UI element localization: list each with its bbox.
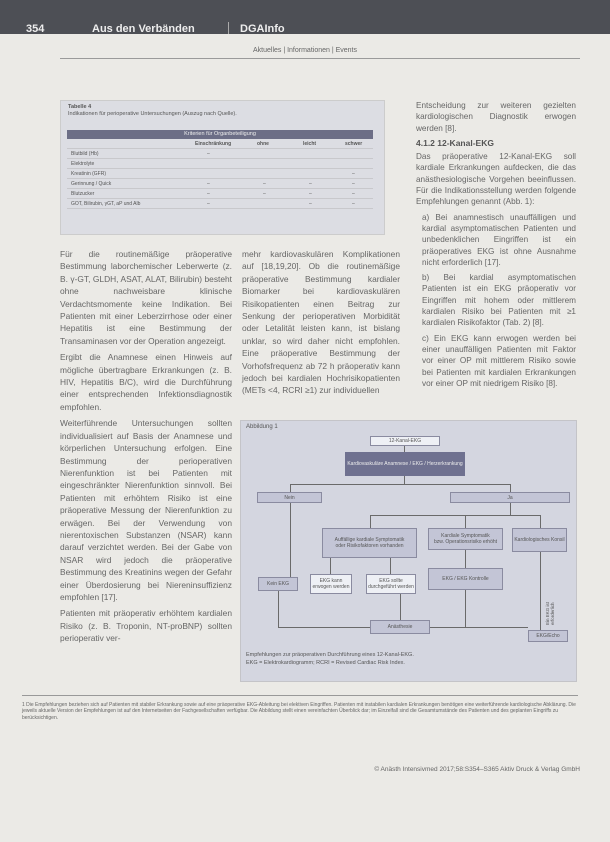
table-cell: Gerinnung / Quick <box>71 181 112 187</box>
flow-connector <box>290 503 291 577</box>
flow-box-mid-right-lower: EKG / EKG Kontrolle <box>428 568 503 590</box>
table-cell: Blutzucker <box>71 191 95 197</box>
table-col-3: leicht <box>303 141 317 147</box>
flow-box-sub: bzw. Operationsrisiko erhöht <box>433 539 498 545</box>
flow-connector <box>404 446 405 452</box>
flow-connector <box>290 484 510 485</box>
table-cell: – <box>309 191 312 197</box>
table-cell: Elektrolyte <box>71 161 95 167</box>
table-cell: Kreatinin (GFR) <box>71 171 107 177</box>
magazine-title: DGAInfo <box>240 23 285 35</box>
flow-connector <box>465 550 466 568</box>
header-rule <box>60 58 580 59</box>
table-cell: Blutbild (Hb) <box>71 151 99 157</box>
table-cell: – <box>207 201 210 207</box>
section-title: Aus den Verbänden <box>92 23 195 35</box>
table-cell: – <box>352 201 355 207</box>
flow-box-sub: oder Risikofaktoren vorhanden <box>335 543 404 549</box>
table-cell: GOT, Bilirubin, γGT, aP und Alb <box>71 201 141 207</box>
list-item: b) Bei kardial asymptomatischen Patienten ist ein EKG präoperativ vor Eingriffen mit hohem oder mittlerem kardialen Risiko bei Patienten mit ≥1 kardialen Risikofaktor (Tab. 2) [8]. <box>422 273 576 328</box>
flow-box-bottom-right: EKG/Echo <box>528 630 568 642</box>
flow-connector <box>510 503 511 515</box>
section-heading: 4.1.2 12-Kanal-EKG <box>416 137 494 148</box>
table-cell: – <box>263 191 266 197</box>
table-row <box>67 170 373 179</box>
footnote: 1 Die Empfehlungen beziehen sich auf Patienten mit stabiler Erkrankung sowie auf eine präoperative EKG-Ableitung bei elektiven Eingriffen. Patienten mit instabilen kardialen Erkrankungen benötigen eine weiterführende kardiologische Abklärung. Die jeweils aktuelle Version der Empfehlungen ist auf den Internetseiten der Fachgesellschaften verfügbar. Die Abbildung stellt einen vereinfachten Überblick dar; im Einzelfall sind die Gesamtumstände des Patienten und des geplanten Eingriffs zu berücksichtigen. <box>22 702 576 721</box>
flow-box-no-ecg: Kein EKG <box>258 577 298 591</box>
flow-box-should: EKG sollte durchgeführt werden <box>366 574 416 594</box>
text-column-right <box>416 100 576 393</box>
paragraph: Weiterführende Untersuchungen sollten individualisiert auf Basis der Anamnese und körperlichen Untersuchung erfolgen. Eine Bestimmung der perioperativen Nierenfunktion ist bei Patienten mit eingeschränkter Nierenfunktion sinnvoll. Bei Patienten mit erhöhtem Risiko ist eine präoperative Messung der Nierenfunktion zu erwägen. Bei der Verwendung von nierentoxischen Substanzen (NSAR) kann darauf verzichtet werden. Bei der Gabe von NSAR wird jedoch die präoperative Bestimmung des Kreatinins wegen der Gefahr einer Überdosierung bei Niereninsuffizienz empfohlen [17]. <box>60 418 232 602</box>
flow-connector <box>390 558 391 574</box>
flow-branch-no: Nein <box>257 492 322 503</box>
figure-title: Abbildung 1 <box>246 424 278 430</box>
subnav: Aktuelles | Informationen | Events <box>252 47 358 54</box>
flow-box-title: Auffällige kardiale Symptomatik <box>334 537 405 543</box>
flow-box-mid-right <box>428 528 503 550</box>
table-cell: – <box>352 171 355 177</box>
paragraph: mehr kardiovaskulären Komplikationen auf [18,19,20]. Ob die routinemäßige präoperative Bestimmung kardialer Biomarker bei kardiovaskulären Risikopatienten einen Beitrag zur Senkung der perioperativen Morbidität oder Letalität leisten kann, ist bislang unklar, so wird daher nicht empfohlen. Eine präoperative Bestimmung der Vorhofsfrequenz ab 72 h präoperativ kann jedoch bei kardialen Hochrisikopatienten (METs <4, RCRI ≥1) zur individuellen <box>242 249 400 396</box>
text-column-left <box>60 248 232 649</box>
flow-connector <box>430 627 528 628</box>
flow-box-top: Kardiovaskuläre Anamnese / EKG / Herzerkrankung <box>345 452 465 476</box>
table-header: Kriterien für Organbeteiligung <box>67 130 373 139</box>
figure-caption-line: Empfehlungen zur präoperativen Durchführung eines 12-Kanal-EKG. <box>246 652 414 658</box>
flow-connector <box>404 476 405 484</box>
table-cell: – <box>352 191 355 197</box>
flow-connector <box>540 552 541 630</box>
flow-box-may: EKG kann erwogen werden <box>310 574 352 594</box>
table-cell: – <box>207 151 210 157</box>
table-row <box>67 160 373 169</box>
flow-branch-yes: Ja <box>450 492 570 503</box>
page-number: 354 <box>26 23 45 35</box>
paragraph: Entscheidung zur weiteren gezielten kardiologischen Diagnostik erwogen werden [8]. <box>416 101 576 133</box>
flow-connector <box>370 515 540 516</box>
table-column-row <box>67 140 373 149</box>
page-footer: © Anästh Intensivmed 2017;58:S354–S365 Aktiv Druck & Verlag GmbH <box>374 766 580 773</box>
figure-caption <box>246 651 414 667</box>
flow-connector <box>510 484 511 492</box>
table-row <box>67 200 373 209</box>
paragraph: Patienten mit präoperativ erhöhtem kardialen Risiko (z. B. Troponin, NT-proBNP) sollten perioperativ ver- <box>60 608 232 644</box>
flow-vertical-label: Ein EKG ist erforderlich <box>545 601 555 625</box>
flow-box-title: Kardiale Symptomatik <box>441 533 490 539</box>
flow-box-mid-left <box>322 528 417 558</box>
flow-connector <box>278 627 370 628</box>
table-cell: – <box>352 181 355 187</box>
list-item: c) Ein EKG kann erwogen werden bei einer unauffälligen Patienten mit Faktor vor einer OP mit mittlerem Risiko sowie bei Patienten mit kardialen Erkrankungen vor einer OP mit niedrigem Risiko [8]. <box>422 333 576 388</box>
header-bar <box>0 0 610 34</box>
table-cell: – <box>309 201 312 207</box>
table-caption-block <box>68 104 237 118</box>
flow-connector <box>400 594 401 620</box>
paragraph: Das präoperative 12-Kanal-EKG soll kardiale Erkrankungen aufdecken, die das anästhesiologische Vorgehen beeinflussen. Für die Indikationsstellung werden folgende Empfehlungen genannt (Abb. 1): <box>416 152 576 207</box>
table-cell: – <box>207 191 210 197</box>
flow-connector <box>330 558 331 574</box>
footnote-rule <box>22 695 578 696</box>
table-col-1: Einschränkung <box>195 141 232 147</box>
text-column-middle <box>242 248 400 401</box>
table-col-2: ohne <box>257 141 269 147</box>
flow-box-far-right: Kardiologisches Konsil <box>512 528 567 552</box>
list-item: a) Bei anamnestisch unauffälligen und kardial asymptomatischen Patienten und unbedenklichen Eingriffen ist ein präoperatives EKG ist ohne Ausnahme nicht erforderlich [17]. <box>422 212 576 267</box>
flow-top-label: 12-Kanal-EKG <box>370 436 440 446</box>
table-row <box>67 150 373 159</box>
flow-box-bottom: Anästhesie <box>370 620 430 634</box>
paragraph: Ergibt die Anamnese einen Hinweis auf mögliche übertragbare Erkrankungen (z. B. HIV, Hepatitis B/C), wird die Durchführung einer entsprechenden Infektionsdiagnostik empfohlen. <box>60 352 232 412</box>
flow-connector <box>278 591 279 627</box>
table-col-4: schwer <box>345 141 363 147</box>
table-row <box>67 190 373 199</box>
table-row <box>67 180 373 189</box>
paragraph: Für die routinemäßige präoperative Bestimmung laborchemischer Leberwerte (z. B. γ-GT, GLDH, ASAT, ALAT, Bilirubin) besteht ohne nachweisbare klinische Verdachtsmomente keine Indikation. Bei Patienten mit einer Leberzirrhose oder einer Hepatitis ist eine Bestimmung der Transaminasen vor der Operation angezeigt. <box>60 249 232 346</box>
flow-connector <box>290 484 291 492</box>
flow-connector <box>540 515 541 528</box>
table-cell: – <box>263 181 266 187</box>
table-cell: – <box>309 181 312 187</box>
flow-connector <box>370 515 371 528</box>
table-caption: Indikationen für perioperative Untersuchungen (Auszug nach Quelle). <box>68 111 237 117</box>
flow-connector <box>465 590 466 627</box>
header-divider <box>228 22 229 34</box>
flow-connector <box>465 515 466 528</box>
table-cell: – <box>207 181 210 187</box>
figure-caption-line: EKG = Elektrokardiogramm; RCRI = Revised Cardiac Risk Index. <box>246 660 405 666</box>
table-title: Tabelle 4 <box>68 104 92 110</box>
